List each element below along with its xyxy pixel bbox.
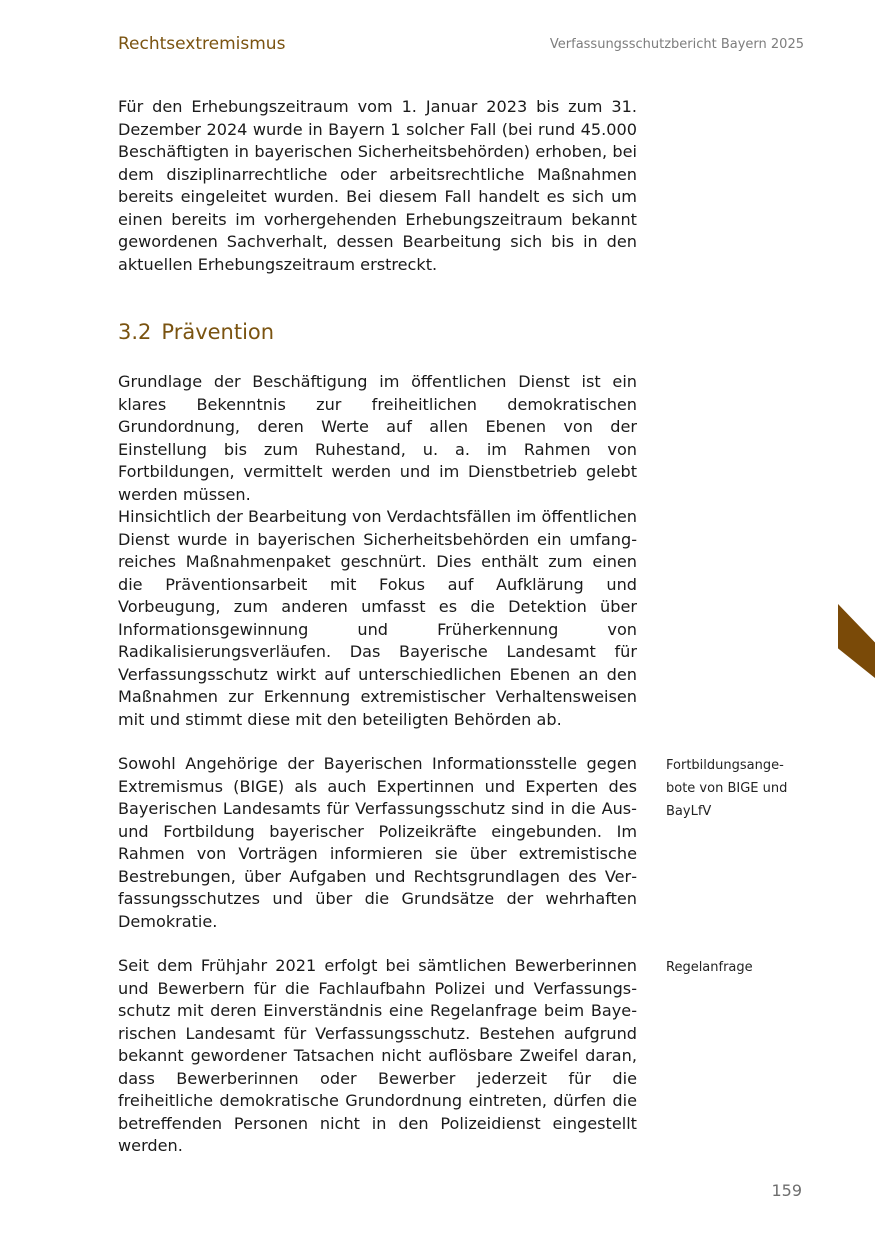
paragraph-verdachtsfaelle: Hinsichtlich der Bearbeitung von Verdachtsfällen im öffentlichen Dienst wurde in bayerischen Sicherheitsbehörden ein umfangreiches Maßnahmenpaket geschnürt. Dies enthält zum einen die Präventionsarbeit mit Fokus auf Aufklärung und Vorbeugung, zum anderen umfasst es die Detektion über Informationsgewinnung und Früherkennung von Radikalisierungsverläufen. Das Bayerische Landesamt für Verfassungsschutz wirkt auf unterschiedlichen Ebenen an den Maßnahmen zur Erkennung extremistischer Verhaltensweisen mit und stimmt diese mit den beteiligten Behörden ab.: [118, 507, 637, 729]
paragraph-grundlage: Grundlage der Beschäftigung im öffentlichen Dienst ist ein klares Bekenntnis zur freiheitlichen demokratischen Grundordnung, deren Werte auf allen Ebenen von der Einstellung bis zum Ruhestand, u. a. im Rahmen von Fortbildungen, vermittelt werden und im Dienstbetrieb gelebt werden müssen.: [118, 372, 637, 504]
paragraph-fortbildung: Sowohl Angehörige der Bayerischen Informationsstelle gegen Extremismus (BIGE) als auch Expertinnen und Experten des Bayerischen Landesamts für Verfassungsschutz sind in die Aus- und Fortbildung bayerischer Polizeikräfte eingebunden. Im Rahmen von Vorträgen informieren sie über extremistische Bestrebungen, über Aufgaben und Rechtsgrundlagen des Verfassungsschutzes und über die Grundsätze der wehrhaften Demokratie.: [118, 754, 637, 931]
paragraph-erhebungszeitraum: Für den Erhebungszeitraum vom 1. Januar 2023 bis zum 31. Dezember 2024 wurde in Bayern 1 solcher Fall (bei rund 45.000 Beschäftigten in bayerischen Sicherheitsbehörden) erhoben, bei dem disziplinarrechtliche oder arbeitsrechtliche Maßnahmen bereits eingeleitet wurden. Bei diesem Fall handelt es sich um einen bereits im vorhergehenden Erhebungszeitraum bekannt gewordenen Sachverhalt, dessen Bearbeitung sich bis in den aktuellen Erhebungszeitraum erstreckt.: [118, 97, 637, 274]
chapter-side-tab: [838, 604, 875, 678]
paragraph-regelanfrage: Seit dem Frühjahr 2021 erfolgt bei sämtlichen Bewerberinnen und Bewerbern für die Fachlaufbahn Polizei und Verfassungsschutz mit deren Einverständnis eine Regelanfrage beim Bayerischen Landesamt für Verfassungsschutz. Bestehen aufgrund bekannt gewordener Tatsachen nicht auflösbare Zweifel daran, dass Bewerberinnen oder Bewerber jederzeit für die freiheitliche demokratische Grundordnung eintreten, dürfen die betreffenden Personen nicht in den Polizeidienst eingestellt werden.: [118, 956, 637, 1155]
margin-note-fortbildungsangebote: Fortbildungsangebote von BIGE und BayLfV: [666, 758, 788, 819]
section-number: 3.2: [118, 320, 152, 344]
page-number: 159: [771, 1181, 802, 1200]
section-title: Prävention: [161, 320, 275, 344]
section-heading: [118, 320, 274, 344]
running-header-chapter: Rechtsextremismus: [118, 34, 286, 54]
margin-note-regelanfrage: Regelanfrage: [666, 960, 753, 975]
running-header-report-title: Verfassungsschutzbericht Bayern 2025: [549, 37, 804, 52]
